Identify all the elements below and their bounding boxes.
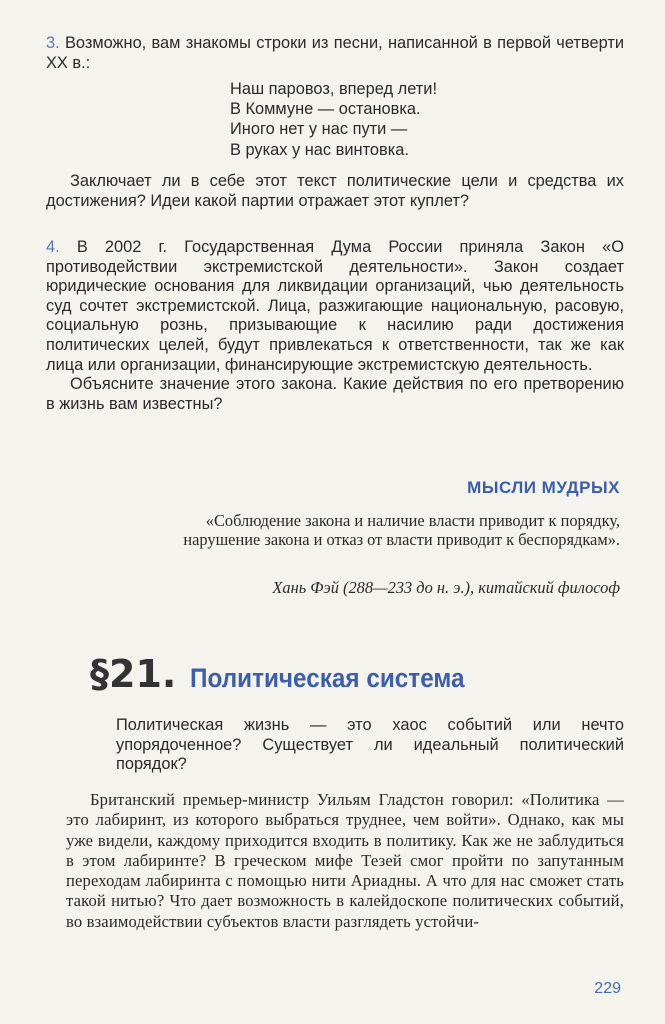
- task-3-number: 3.: [46, 34, 60, 52]
- verse-line: Иного нет у нас пути —: [230, 120, 408, 139]
- task-4-question: Объясните значение этого закона. Какие действия по его претворению в жизнь вам известны?: [46, 375, 624, 413]
- section-body-paragraph: Британский премьер-министр Уильям Гладстон говорил: «Политика — это лабиринт, из которого выбраться труднее, чем войти». Однако, как мы уже видели, каждому приходится входить в политику. Как же не заблудиться в этом лабиринте? В греческом мифе Тезей смог пройти по запутанным переходам лабиринта с помощью нити Ариадны. А что для нас сможет стать такой нитью? Что дает возможность в калейдоскопе политических событий, во взаимодействии субъектов власти разглядеть устойчи-: [66, 790, 624, 931]
- page-number: 229: [594, 980, 621, 997]
- verse-line: Наш паровоз, вперед лети!: [230, 80, 437, 98]
- verse-line: В Коммуне — остановка.: [230, 100, 421, 119]
- section-number: §21.: [90, 652, 177, 696]
- song-verse: [230, 79, 437, 160]
- task-3-question: Заключает ли в себе этот текст политические цели и средства их достижения? Идеи какой партии отражает этот куплет?: [46, 172, 624, 210]
- task-4: [46, 238, 624, 414]
- task-4-text: 4. В 2002 г. Государственная Дума России приняла Закон «О противодействии экстремистской деятельности». Закон создает юридические основания для ликвидации организаций, чью деятельность суд сочтет экстремистской. Лица, разжигающие национальную, расовую, социальную рознь, призывающие к насилию ради достижения политических целей, будут привлекаться к ответственности, так же как лица или организации, финансирующие экстремистскую деятельность.: [46, 238, 624, 374]
- wise-quote: «Соблюдение закона и наличие власти приводит к порядку, нарушение закона и отказ от власти приводит к беспорядкам».: [183, 511, 620, 549]
- section-heading: [90, 652, 495, 696]
- task-3-text: 3. Возможно, вам знакомы строки из песни, написанной в первой четверти XX в.:: [46, 34, 624, 72]
- section-title: Политическая система: [190, 663, 465, 693]
- task-4-number: 4.: [46, 238, 60, 256]
- section-intro-question: Политическая жизнь — это хаос событий или нечто упорядоченное? Существует ли идеальный политический порядок?: [116, 716, 624, 774]
- quote-author: Хань Фэй (288—233 до н. э.), китайский философ: [272, 578, 620, 597]
- verse-line: В руках у нас винтовка.: [230, 140, 409, 159]
- task-3: [46, 34, 624, 73]
- wise-thoughts-heading: МЫСЛИ МУДРЫХ: [467, 478, 620, 497]
